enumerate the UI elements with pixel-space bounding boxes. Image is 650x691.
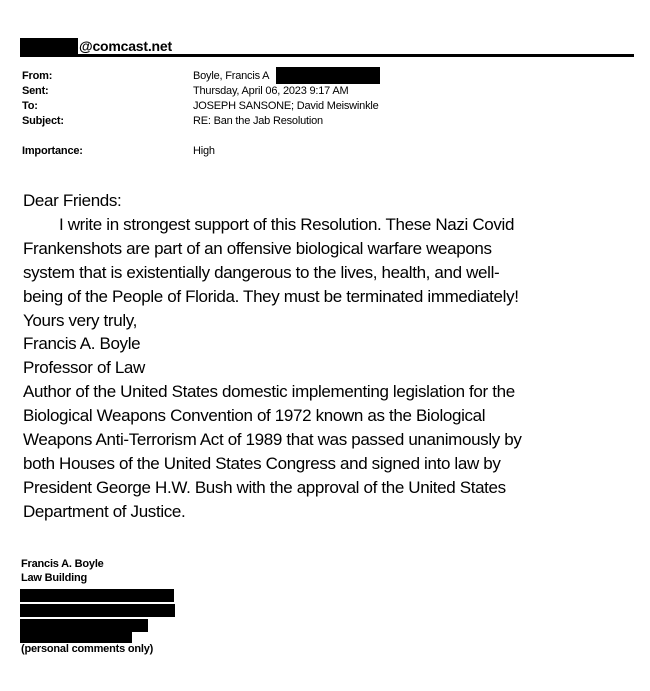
redaction-box bbox=[20, 632, 132, 643]
redaction-box bbox=[20, 38, 78, 54]
body-line: Department of Justice. bbox=[23, 501, 186, 521]
importance-value: High bbox=[193, 145, 215, 157]
from-value: Boyle, Francis A bbox=[193, 70, 270, 82]
header-divider bbox=[20, 54, 634, 57]
to-label: To: bbox=[22, 100, 38, 112]
greeting: Dear Friends: bbox=[23, 191, 122, 210]
author-name: Francis A. Boyle bbox=[23, 334, 141, 354]
body-line: Weapons Anti-Terrorism Act of 1989 that was passed unanimously by bbox=[23, 430, 522, 450]
to-value: JOSEPH SANSONE; David Meiswinkle bbox=[193, 100, 379, 112]
body-line: I write in strongest support of this Resolution. These Nazi Covid bbox=[59, 214, 515, 234]
sender-domain: @comcast.net bbox=[79, 38, 172, 54]
sent-label: Sent: bbox=[22, 85, 49, 97]
sender-address bbox=[20, 37, 172, 55]
sent-value: Thursday, April 06, 2023 9:17 AM bbox=[193, 85, 349, 97]
redaction-box bbox=[20, 589, 174, 602]
subject-value: RE: Ban the Jab Resolution bbox=[193, 115, 323, 127]
subject-label: Subject: bbox=[22, 115, 64, 127]
signature-name: Francis A. Boyle bbox=[21, 558, 104, 570]
email-body bbox=[23, 189, 643, 524]
from-label: From: bbox=[22, 70, 53, 82]
redaction-box bbox=[20, 604, 175, 617]
signature-note: (personal comments only) bbox=[21, 643, 154, 655]
redaction-box bbox=[20, 619, 148, 632]
body-line: system that is existentially dangerous to the lives, health, and well- bbox=[23, 262, 500, 282]
body-line: Biological Weapons Convention of 1972 known as the Biological bbox=[23, 406, 486, 426]
redaction-box bbox=[276, 67, 380, 84]
author-title: Professor of Law bbox=[23, 358, 145, 378]
body-line: being of the People of Florida. They must be terminated immediately! bbox=[23, 286, 519, 306]
importance-label: Importance: bbox=[22, 145, 83, 157]
body-line: President George H.W. Bush with the approval of the United States bbox=[23, 477, 506, 497]
body-line: Frankenshots are part of an offensive biological warfare weapons bbox=[23, 238, 492, 258]
signature-building: Law Building bbox=[21, 572, 88, 584]
body-line: both Houses of the United States Congress and signed into law by bbox=[23, 453, 501, 473]
closing: Yours very truly, bbox=[23, 310, 138, 330]
body-line: Author of the United States domestic implementing legislation for the bbox=[23, 382, 515, 402]
